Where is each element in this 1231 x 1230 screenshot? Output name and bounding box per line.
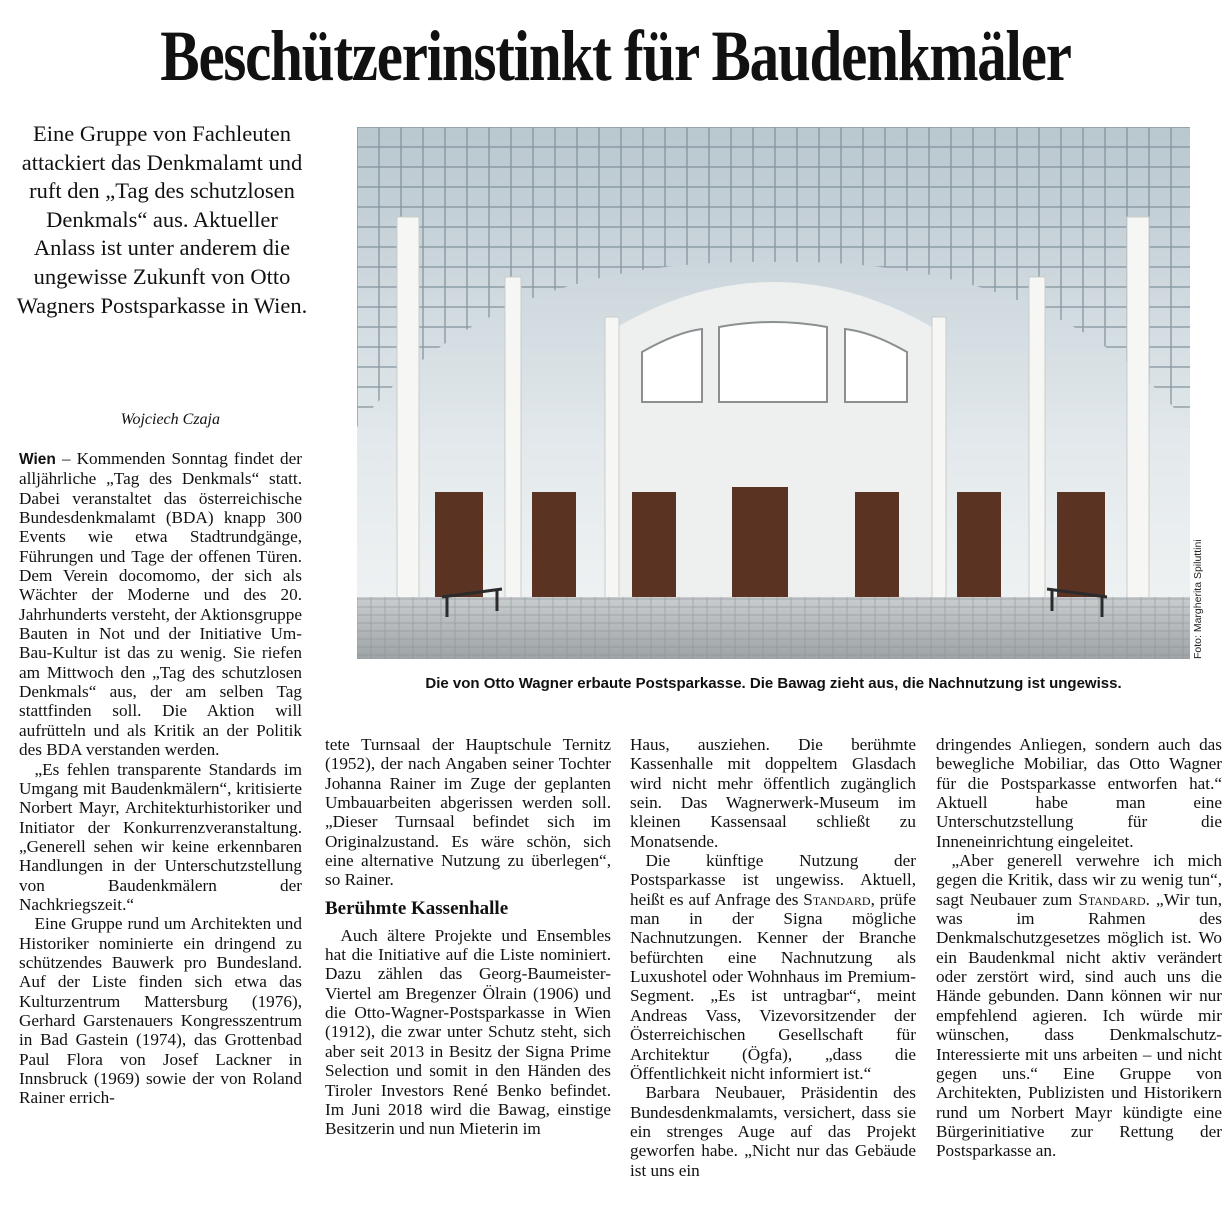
headline: Beschützerinstinkt für Baudenkmäler	[160, 16, 1071, 96]
dateline: Wien	[19, 451, 56, 468]
paragraph-7: „Aber generell verwehre ich mich gegen die Kritik, dass wir zu wenig tun“, sagt Neubauer zum Standard. „Wir tun, was im Rahmen des Denkmalschutzgesetzes möglich ist. Wo ein Baudenkmal nicht aktiv verändert oder zerstört wird, sind auch uns die Hände gebunden. Dann können wir nur empfehlend agieren. Ich würde mir wünschen, dass Denkmalschutz-Interessierte mit uns arbeiten – und nicht gegen uns.“ Eine Gruppe von Architekten, Publizisten und Historikern rund um Norbert Mayr kündigte eine Bürgerinitiative zur Rettung der Postsparkasse an.	[936, 851, 1222, 1161]
article-column-4	[936, 735, 1222, 1161]
lead-text: Eine Gruppe von Fachleuten attackiert das Denkmalamt und ruft den „Tag des schutzlosen Denkmals“ aus. Aktueller Anlass ist unter anderem die ungewisse Zukunft von Otto Wagners Postsparkasse in Wien.	[16, 121, 308, 318]
paragraph-4a: Auch ältere Projekte und Ensembles hat die Initiative auf die Liste nominiert. Dazu zählen das Georg-Baumeister-Viertel am Bregenzer Ölrain (1906) und die Otto-Wagner-Postsparkasse in Wien (1912), die zwar unter Schutz steht, sich aber seit 2013 in Besitz der Signa Prime Selection und somit in den Händen des Tiroler Investors René Benko befindet. Im Juni 2018 wird die Bawag, einstige Besitzerin und nun Mieterin im	[325, 925, 611, 1139]
photo-postsparkasse	[357, 127, 1190, 659]
article-column-1	[19, 449, 302, 1108]
paragraph-1: Wien – Kommenden Sonntag findet der alljährliche „Tag des Denkmals“ statt. Dabei veranstaltet das österreichische Bundesdenkmalamt (BDA) knapp 300 Events wie etwa Stadtrundgänge, Führungen und Tage der offenen Türen. Dem Verein docomomo, der sich als Wächter der Moderne und des 20. Jahrhunderts versteht, der Aktionsgruppe Bauten in Not und der Initiative Um-Bau-Kultur ist das zu wenig. Sie riefen am Mittwoch den „Tag des schutzlosen Denkmals“ aus, der am selben Tag stattfinden soll. Die Aktion will aufrütteln und als Kritik an der Politik des BDA verstanden werden.	[19, 449, 302, 760]
paragraph-6b: dringendes Anliegen, sondern auch das bewegliche Mobiliar, das Otto Wagner für die Postsparkasse entworfen hat.“ Aktuell habe man eine Unterschutzstellung für die Inneneinrichtung eingeleitet.	[936, 735, 1222, 851]
hall-illustration	[357, 127, 1190, 659]
paragraph-2: „Es fehlen transparente Standards im Umgang mit Baudenkmälern“, kritisierte Norbert Mayr, Architekturhistoriker und Initiator der Konkurrenzveranstaltung. „Generell sehen wir keine erkennbaren Handlungen in der Unterschutzstellung von Baudenkmälern der Nachkriegszeit.“	[19, 759, 302, 914]
standard-name-2: Standard	[1078, 889, 1146, 909]
subheading: Berühmte Kassenhalle	[325, 897, 509, 919]
photo-credit: Foto: Margherita Spiluttini	[1192, 539, 1204, 659]
photo-caption: Die von Otto Wagner erbaute Postsparkasse. Die Bawag zieht aus, die Nachnutzung ist ungewiss.	[425, 675, 1122, 692]
arched-windows	[642, 322, 907, 402]
byline: Wojciech Czaja	[120, 411, 220, 428]
paragraph-4b: Haus, ausziehen. Die berühmte Kassenhalle mit doppeltem Glasdach wird nicht mehr öffentlich zugänglich sein. Das Wagnerwerk-Museum im kleinen Kassensaal schließt zu Monatsende.	[630, 735, 916, 851]
standard-name: Standard	[803, 889, 871, 909]
paragraph-6a: Barbara Neubauer, Präsidentin des Bundesdenkmalamts, versichert, dass sie ein strenges Auge auf das Projekt geworfen habe. „Nicht nur das Gebäude ist uns ein	[630, 1083, 916, 1180]
paragraph-3a: Eine Gruppe rund um Architekten und Historiker nominierte ein dringend zu schützendes Bauwerk pro Bundesland. Auf der Liste finden sich etwa das Kulturzentrum Mattersburg (1976), Gerhard Garstenauers Kongresszentrum in Bad Gastein (1974), das Grottenbad Paul Flora von Josef Lackner in Innsbruck (1969) sowie der von Roland Rainer errich-	[19, 914, 302, 1108]
paragraph-5: Die künftige Nutzung der Postsparkasse ist ungewiss. Aktuell, heißt es auf Anfrage des Standard, prüfe man in der Signa mögliche Nachnutzungen. Kenner der Branche befürchten eine Nachnutzung als Luxushotel oder Wohnhaus im Premium-Segment. „Es ist untragbar“, meint Andreas Vass, Vizevorsitzender der Österreichischen Gesellschaft für Architektur (Ögfa), „dass die Öffentlichkeit nicht informiert ist.“	[630, 851, 917, 1083]
article-column-3	[630, 735, 916, 1180]
paragraph-3b: tete Turnsaal der Hauptschule Ternitz (1952), der nach Angaben seiner Tochter Johanna Rainer im Zuge der geplanten Umbauarbeiten abgerissen werden soll. „Dieser Turnsaal befindet sich im Originalzustand. Es wäre schön, sich eine alternative Nutzung zu überlegen“, so Rainer.	[325, 735, 611, 890]
article-column-2	[325, 735, 611, 1139]
